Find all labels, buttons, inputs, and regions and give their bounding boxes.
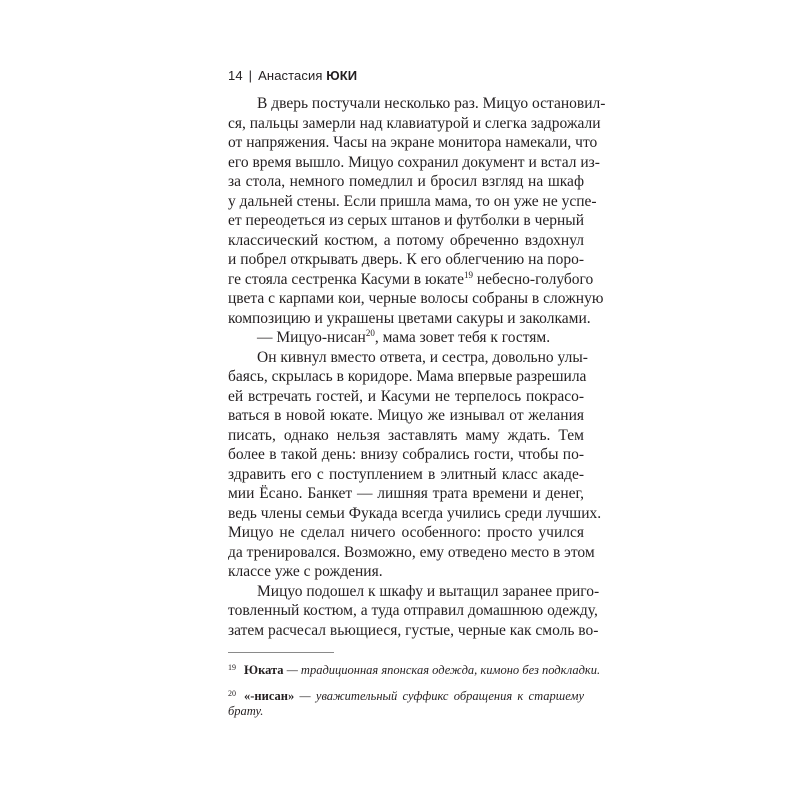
text-line: от напряжения. Часы на экране монитора намекали, что (228, 134, 598, 151)
paragraph-1 (228, 94, 606, 328)
text-line: товленный костюм, а туда отправил домашнюю одежду, (228, 602, 598, 619)
footnote-ref-20[interactable]: 20 (365, 328, 375, 338)
text-line: более в такой день: внизу собрались гости, чтобы по- (228, 446, 584, 463)
footnote-19 (228, 660, 601, 679)
paragraph-4 (228, 582, 600, 641)
dialogue-line (228, 328, 584, 348)
text-line: ваться в новой юкате. Мицуо же изнывал от желания (228, 407, 584, 424)
text-line: композицию и украшены цветами сакуры и заколками. (228, 309, 591, 327)
book-title: ЮКИ (326, 68, 358, 83)
footnote-definition: — уважительный суффикс обращения к старшему брату. (228, 688, 584, 718)
text-fragment: , мама зовет тебя к гостям. (374, 329, 551, 346)
text-line: писать, однако нельзя заставлять маму ждать. Тем (228, 426, 584, 444)
text-line: ет переодеться из серых штанов и футболки в черный (228, 212, 585, 229)
text-line: его время вышло. Мицуо сохранил документ и встал из- (228, 153, 600, 171)
text-line: у дальней стены. Если пришла мама, то он уже не успе- (228, 192, 597, 210)
text-line: цвета с карпами кои, черные волосы собраны в сложную (228, 290, 604, 307)
text-line: и побрел открывать дверь. К его облегчению на поро- (228, 251, 584, 268)
footnote-divider (228, 652, 334, 653)
page-number: 14 (228, 68, 243, 83)
header-separator: | (248, 68, 253, 83)
text-fragment: небесно-голубого (473, 270, 594, 288)
footnote-number: 19 (228, 663, 236, 672)
footnote-20 (228, 686, 584, 720)
footnote-ref-19[interactable]: 19 (464, 269, 473, 280)
text-line: ей встречать гостей, и Касуми не терпелось покрасо- (228, 387, 584, 405)
text-line: баясь, скрылась в коридоре. Мама впервые разрешила (228, 368, 587, 385)
text-line: Мицуо подошел к шкафу и вытащил заранее приго- (257, 582, 600, 600)
text-line: Он кивнул вместо ответа, и сестра, довольно улы- (257, 348, 588, 366)
text-line: классе уже с рождения. (228, 563, 383, 580)
footnote-definition: — традиционная японская одежда, кимоно без подкладки. (283, 663, 601, 677)
text-line: за стола, немного помедлил и бросил взгляд на шкаф (228, 173, 584, 190)
text-line: да тренировался. Возможно, ему отведено место в этом (228, 543, 595, 561)
footnote-term: Юката (244, 663, 284, 677)
text-line: ведь члены семьи Фукада всегда учились среди лучших. (228, 504, 602, 522)
text-line: классический костюм, а потому обреченно вздохнул (228, 231, 584, 249)
author-name: Анастасия (258, 68, 323, 83)
text-fragment: ге стояла сестренка Касуми в юкате (228, 270, 464, 288)
text-line: затем расчесал вьющиеся, густые, черные как смоль во- (228, 621, 599, 639)
footnote-number: 20 (228, 688, 236, 698)
text-line: Мицуо не сделал ничего особенного: просто учился (228, 524, 584, 541)
footnote-term: «-нисан» (244, 688, 295, 703)
paragraph-3 (228, 348, 602, 582)
footnotes (228, 660, 601, 727)
text-line: В дверь постучали несколько раз. Мицуо остановил- (257, 95, 606, 112)
text-line: мии Ёсано. Банкет — лишняя трата времени и денег, (228, 485, 584, 502)
body-text (228, 94, 606, 640)
text-line: ся, пальцы замерли над клавиатурой и слегка задрожали (228, 114, 601, 132)
text-fragment: — Мицуо-нисан (257, 329, 366, 346)
text-line-with-footnote (228, 269, 594, 290)
text-line: здравить его с поступлением в элитный класс акаде- (228, 465, 584, 483)
paragraph-2 (228, 328, 584, 348)
running-header (228, 68, 357, 83)
